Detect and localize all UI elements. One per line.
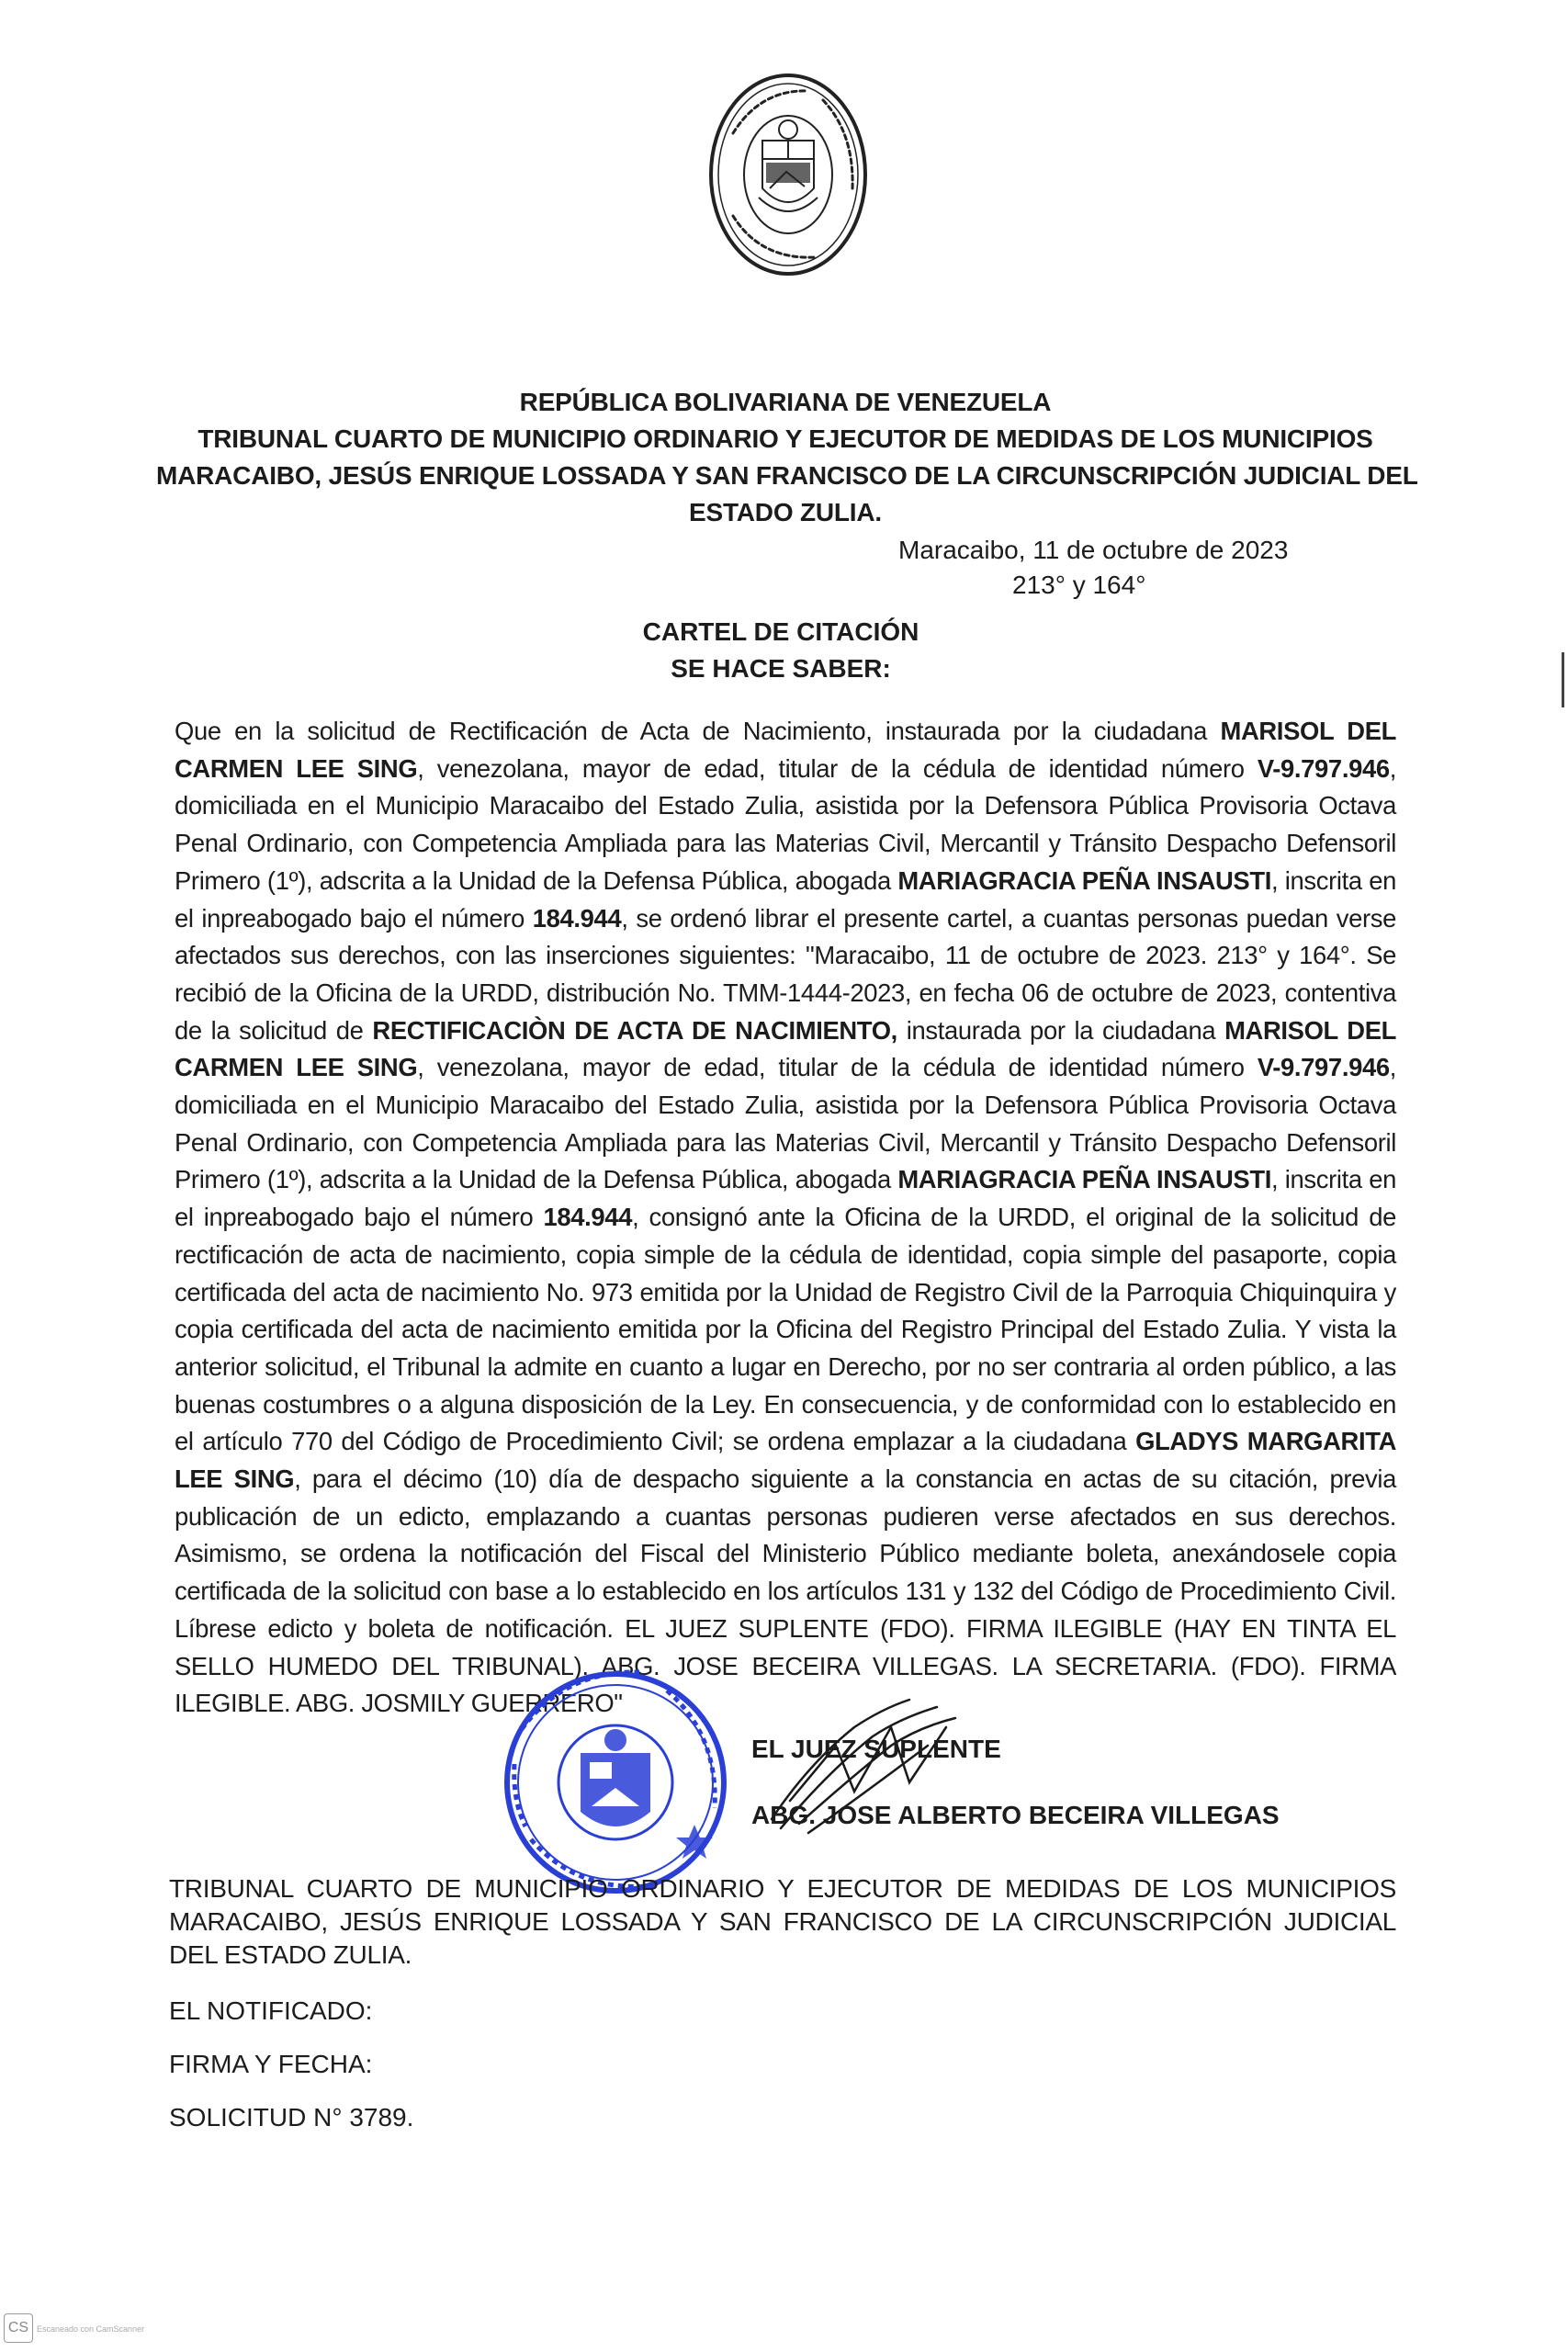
applicant-name: MARISOL DEL CARMEN LEE SING [175, 1015, 1397, 1082]
supreme-court-seal [705, 69, 871, 280]
body-text: , para el décimo (10) día de despacho siguiente a la constancia en actas de su citación, previa publicación de un edicto, emplazando a cuantas personas pudieren verse afectados en sus derechos. Asimismo, se ordena la notificación del Fiscal del Ministerio Público mediante boleta, anexándosele copia certificada de la solicitud con base a lo establecido en los artículos 131 y 132 del Código de Procedimiento Civil. Líbrese edicto y boleta de notificación. EL JUEZ SUPLENTE (FDO). FIRMA ILEGIBLE (HAY EN TINTA EL SELLO HUMEDO DEL TRIBUNAL). ABG. JOSE BECEIRA VILLEGAS. LA SECRETARIA. (FDO). FIRMA ILEGIBLE. ABG. JOSMILY GUERRERO" [175, 1464, 1396, 1718]
body-paragraph [175, 713, 1396, 1723]
camscanner-text: Escaneado con CamScanner [37, 2324, 145, 2334]
cartel-subtitle: SE HACE SABER: [671, 654, 891, 683]
signature-date-label: FIRMA Y FECHA: [169, 2050, 373, 2078]
cartel-title: CARTEL DE CITACIÓN [642, 617, 919, 646]
body-text: , se ordenó librar el presente cartel, a cuantas personas puedan verse afectados sus derechos, con las inserciones siguientes: "Maracaibo, 11 de octubre de 2023. 213° y 164°. Se recibió de la Oficina de la URDD, distribución No. TMM-1444-2023, en fecha 06 de octubre de 2023, contentiva de la solicitud de [175, 903, 1396, 1045]
heading-republic: REPÚBLICA BOLIVARIANA DE VENEZUELA [519, 388, 1052, 416]
camscanner-logo-icon: CS [4, 2313, 33, 2343]
attorney-name: MARIAGRACIA PEÑA INSAUSTI [897, 1165, 1271, 1194]
scan-edge-mark [1562, 652, 1564, 707]
body-text: , domiciliada en el Municipio Maracaibo del Estado Zulia, asistida por la Defensora Pública Provisoria Octava Penal Ordinario, con Competencia Ampliada para las Materias Civil, Mercantil y Tránsito Despacho Defensoril Primero (1º), adscrita a la Unidad de la Defensa Pública, abogada [175, 1053, 1396, 1194]
signer-title: EL JUEZ SUPLENTE [751, 1735, 1001, 1763]
body-text: , venezolana, mayor de edad, titular de la cédula de identidad número [417, 1053, 1258, 1082]
notified-label: EL NOTIFICADO: [169, 1996, 373, 2025]
summoned-name: GLADYS MARGARITA LEE SING [175, 1427, 1396, 1494]
request-type: RECTIFICACIÒN DE ACTA DE NACIMIENTO, [372, 1015, 897, 1045]
signer-name: ABG. JOSE ALBERTO BECEIRA VILLEGAS [751, 1801, 1280, 1829]
cartel-title-block [514, 614, 1047, 687]
body-text: , consignó ante la Oficina de la URDD, el original de la solicitud de rectificación de acta de nacimiento, copia simple de la cédula de identidad, copia simple del pasaporte, copia certificada del acta de nacimiento No. 973 emitida por la Unidad de Registro Civil de la Parroquia Chiquinquira y copia certificada del acta de nacimiento emitida por la Oficina del Registro Principal del Estado Zulia. Y vista la anterior solicitud, el Tribunal la admite en cuanto a lugar en Derecho, por no ser contraria al orden público, a las buenas costumbres o a alguna disposición de la Ley. En consecuencia, y de conformidad con lo establecido en el artículo 770 del Código de Procedimiento Civil; se ordena emplazar a la ciudadana [175, 1203, 1396, 1456]
date-text: Maracaibo, 11 de octubre de 2023 [898, 536, 1289, 564]
body-text: instaurada por la ciudadana [897, 1015, 1225, 1045]
attorney-number: 184.944 [543, 1203, 633, 1232]
heading-tribunal-line1: TRIBUNAL CUARTO DE MUNICIPIO ORDINARIO Y EJECUTOR DE MEDIDAS DE LOS MUNICIPIOS [197, 424, 1373, 453]
attorney-number: 184.944 [532, 903, 622, 933]
attorney-name: MARIAGRACIA PEÑA INSAUSTI [897, 865, 1271, 895]
applicant-id: V-9.797.946 [1257, 753, 1390, 783]
footer-tribunal: TRIBUNAL CUARTO DE MUNICIPIO ORDINARIO Y EJECUTOR DE MEDIDAS DE LOS MUNICIPIOS MARACAIBO, JESÚS ENRIQUE LOSSADA Y SAN FRANCISCO DE LA CIRCUNSCRIPCIÓN JUDICIAL DEL ESTADO ZULIA. [169, 1874, 1396, 1969]
applicant-name: MARISOL DEL CARMEN LEE SING [175, 717, 1396, 783]
years-text: 213° y 164° [1012, 571, 1146, 599]
footer-fields [169, 1984, 413, 2144]
body-text: Que en la solicitud de Rectificación de Acta de Nacimiento, instaurada por la ciudadana [175, 717, 1221, 745]
body-text: , domiciliada en el Municipio Maracaibo del Estado Zulia, asistida por la Defensora Pública Provisoria Octava Penal Ordinario, con Competencia Ampliada para las Materias Civil, Mercantil y Tránsito Despacho Defensoril Primero (1º), adscrita a la Unidad de la Defensa Pública, abogada [175, 753, 1396, 895]
applicant-id: V-9.797.946 [1257, 1053, 1390, 1082]
request-number: SOLICITUD N° 3789. [169, 2103, 414, 2132]
heading-tribunal-line3: ESTADO ZULIA. [689, 498, 882, 526]
body-text: , venezolana, mayor de edad, titular de la cédula de identidad número [417, 753, 1258, 783]
body-text: , inscrita en el inpreabogado bajo el número [175, 1165, 1396, 1232]
heading-tribunal-line2: MARACAIBO, JESÚS ENRIQUE LOSSADA Y SAN FRANCISCO DE LA CIRCUNSCRIPCIÓN JUDICIAL DEL [156, 461, 1418, 490]
body-text: , inscrita en el inpreabogado bajo el número [175, 865, 1396, 933]
dateline [898, 533, 1288, 603]
tribunal-stamp [478, 1645, 753, 1911]
document-heading [156, 384, 1418, 531]
signature-block [751, 1716, 1280, 1849]
